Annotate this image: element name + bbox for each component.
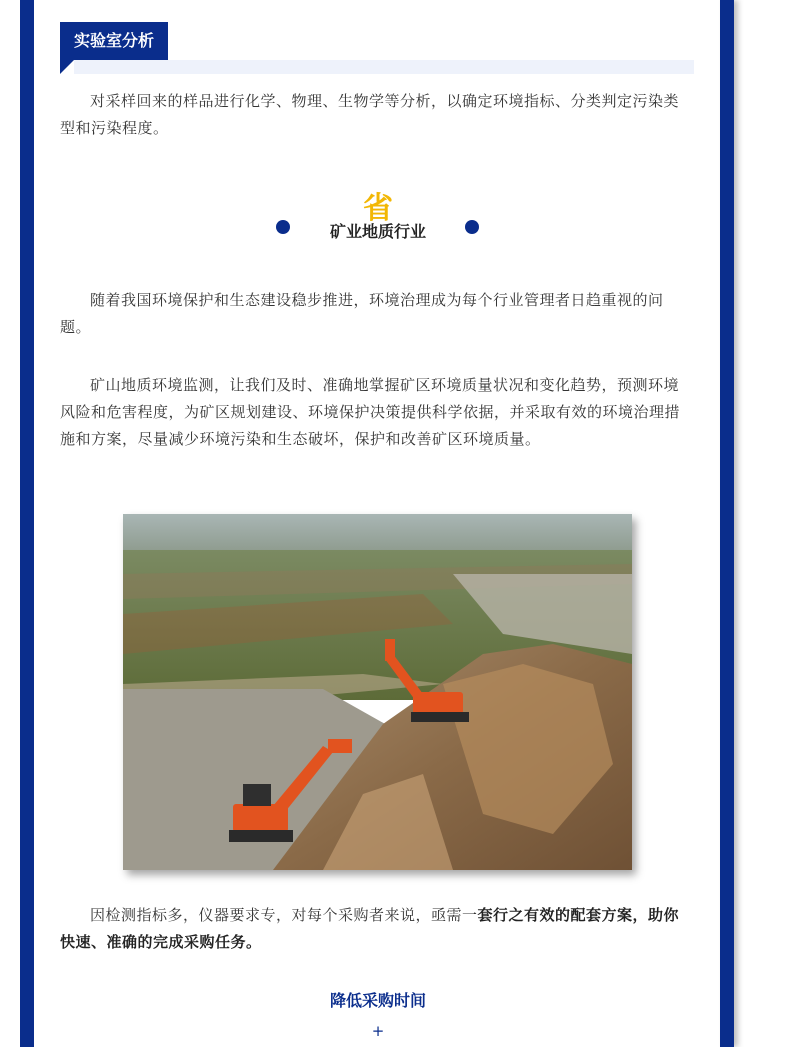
solution-text-normal: 因检测指标多，仪器要求专，对每个采购者来说，亟需一 bbox=[90, 906, 478, 924]
section-title bbox=[58, 191, 698, 250]
lab-analysis-text: 对采样回来的样品进行化学、物理、生物学等分析，以确定环境指标、分类判定污染类型和污染程度。 bbox=[60, 92, 680, 137]
heading-underline-band bbox=[74, 60, 694, 74]
lab-analysis-heading bbox=[58, 20, 698, 76]
paragraph-monitoring: 矿山地质环境监测，让我们及时、准确地掌握矿区环境质量状况和变化趋势，预测环境风险和危害程度，为矿区规划建设、环境保护决策提供科学依据，并采取有效的环境治理措施和方案，尽量减少环境污染和生态破坏，保护和改善矿区环境质量。 bbox=[60, 376, 681, 448]
paragraph-solution bbox=[60, 902, 690, 956]
frame-left-border bbox=[20, 0, 34, 1047]
plus-icon: + bbox=[371, 1022, 385, 1040]
heading-tag-fold bbox=[60, 60, 74, 74]
paragraph-environment: 随着我国环境保护和生态建设稳步推进，环境治理成为每个行业管理者日趋重视的问题。 bbox=[60, 291, 664, 336]
mining-photo bbox=[123, 514, 632, 870]
article-content bbox=[58, 0, 698, 1047]
reduce-purchase-time-title: 降低采购时间 bbox=[329, 991, 426, 1010]
heading-tag: 实验室分析 bbox=[60, 22, 168, 60]
solution-text-bold: 套行之有效的配套方案，助你快速、准确的完成采购任务。 bbox=[60, 906, 680, 951]
title-right-dot-icon bbox=[465, 220, 479, 234]
section-title-text: 矿业地质行业 bbox=[329, 222, 426, 241]
frame-right-border bbox=[720, 0, 734, 1047]
province-mark-text: 省 bbox=[363, 191, 393, 222]
title-left-dot-icon bbox=[276, 220, 290, 234]
province-mark-icon bbox=[356, 188, 400, 222]
